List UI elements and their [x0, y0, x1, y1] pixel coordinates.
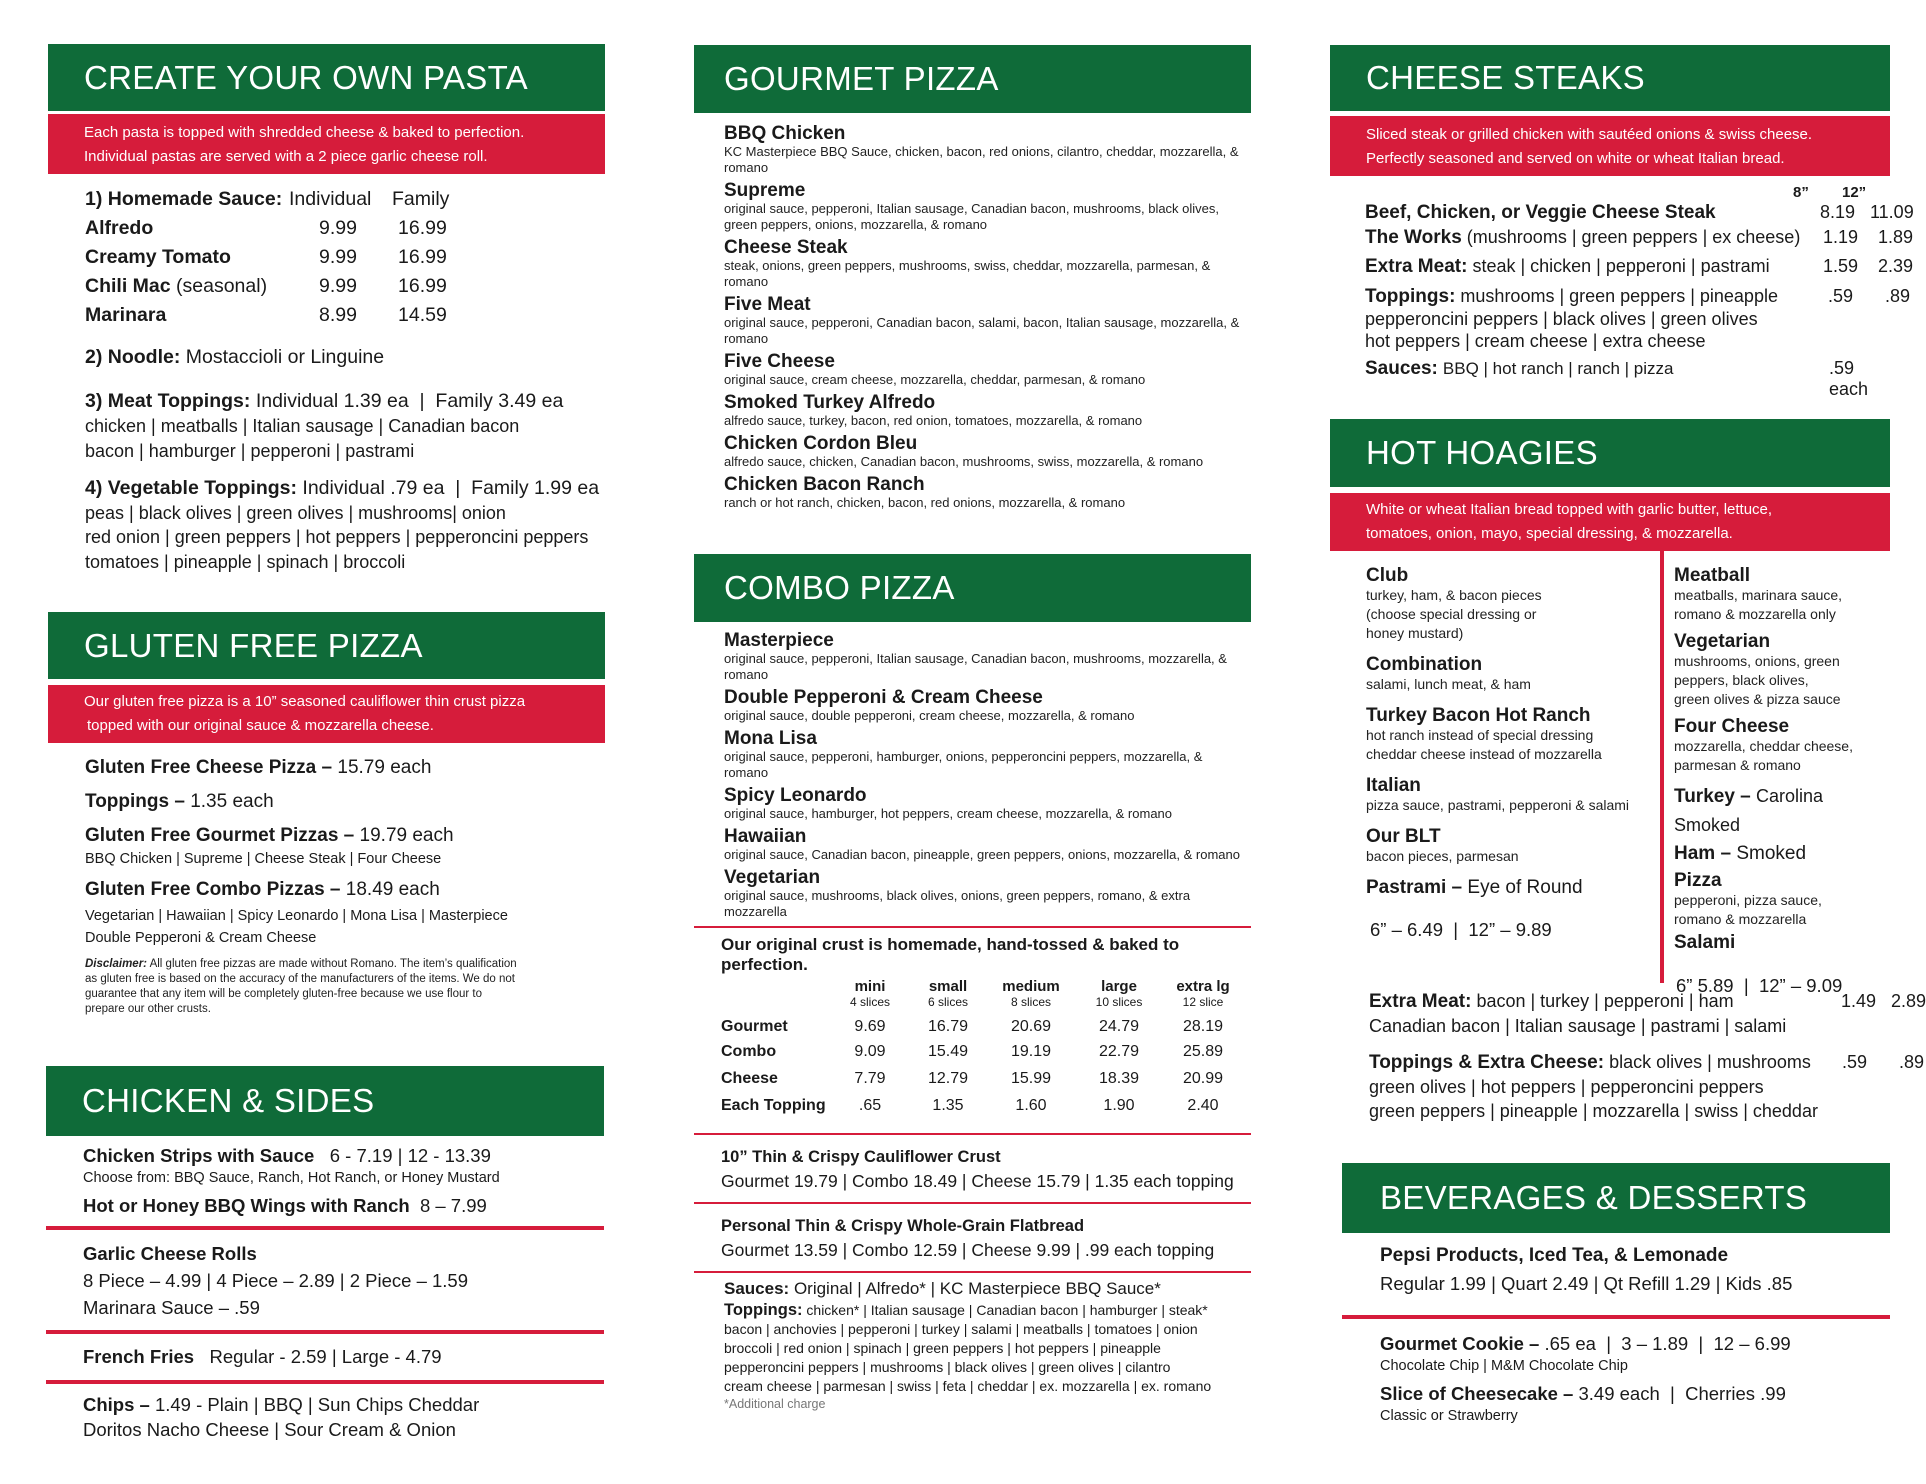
combo-item: Spicy Leonardo original sauce, hamburger, hot peppers, cream cheese, mozzarella, & romano: [724, 785, 1173, 821]
hoagies-right: [1674, 565, 1889, 997]
hoagie-item: Combination salami, lunch meat, & ham: [1366, 654, 1531, 692]
combo-item: Hawaiian original sauce, Canadian bacon, pineapple, green peppers, onions, mozzarella, & romano: [724, 826, 1240, 862]
gourmet-item: Supreme original sauce, pepperoni, Italian sausage, Canadian bacon, mushrooms, black olives, green peppers, onions, mozzarella, & romano: [724, 180, 1220, 232]
size-header-row: [721, 979, 1243, 1009]
column-right: [1330, 0, 1926, 1424]
combo-list: [694, 631, 1251, 920]
gluten-item: Toppings – 1.35 each: [85, 791, 274, 812]
pasta-sauce-ind: 9.99: [319, 275, 357, 297]
chicken-wings: Hot or Honey BBQ Wings with Ranch 8 – 7.99: [83, 1195, 487, 1216]
hoagies-left: [1366, 565, 1656, 941]
steaks-section: [1330, 45, 1914, 399]
hoagies-title: HOT HOAGIES: [1330, 419, 1890, 487]
divider: [1342, 1315, 1890, 1319]
divider: [694, 926, 1251, 928]
hoagie-item: Ham – Smoked: [1674, 843, 1807, 864]
pasta-step2: 2) Noodle: Mostaccioli or Linguine: [85, 346, 385, 368]
pasta-sauce-table: [85, 184, 449, 330]
steak-row: The Works (mushrooms | green peppers | ex cheese) 1.19 1.89: [1365, 227, 1914, 248]
combo-section: [694, 554, 1251, 1412]
pasta-intro: [48, 114, 605, 174]
gluten-title: GLUTEN FREE PIZZA: [48, 612, 605, 679]
hoagie-price: 6” – 6.49 | 12” – 9.89: [1370, 919, 1552, 940]
hoagie-item: Four Cheese mozzarella, cheddar cheese, parmesan & romano: [1674, 716, 1853, 773]
hoagie-item: Italian pizza sauce, pastrami, pepperoni & salami: [1366, 775, 1630, 813]
gourmet-title: GOURMET PIZZA: [694, 45, 1251, 113]
divider: [46, 1330, 604, 1334]
pasta-sauce-name: Alfredo: [85, 217, 154, 239]
pasta-col-individual: Individual: [289, 187, 372, 210]
chicken-title: CHICKEN & SIDES: [46, 1066, 604, 1136]
chicken-strips: Chicken Strips with Sauce 6 - 7.19 | 12 - 13.39: [83, 1145, 491, 1166]
chicken-section: [46, 1066, 604, 1442]
pasta-sauce-ind: 9.99: [319, 217, 357, 239]
pasta-step4: 4) Vegetable Toppings: Individual .79 ea | Family 1.99 ea peas | black olives | green olives | mushrooms| onion red onion | green peppers | hot peppers | pepperoncini peppers tomatoes | pineapple | spinach | broccoli: [85, 477, 600, 572]
gluten-section: [48, 612, 605, 1017]
pasta-sauce-ind: 9.99: [319, 246, 357, 268]
pasta-sauce-name: Chili Mac (seasonal): [85, 275, 268, 297]
hoagies-body: [1330, 551, 1890, 996]
beverages-section: [1342, 1163, 1890, 1424]
hoagie-item: Pizza pepperoni, pizza sauce, romano & mozzarella: [1674, 870, 1822, 927]
cheesecake: Slice of Cheesecake – 3.49 each | Cherries .99: [1380, 1383, 1786, 1404]
gluten-item: Gluten Free Gourmet Pizzas – 19.79 each: [85, 825, 454, 846]
pasta-sauce-ind: 8.99: [319, 304, 357, 326]
size-header: extra lg 12 slice: [1176, 978, 1230, 1009]
pasta-step3: 3) Meat Toppings: Individual 1.39 ea | Family 3.49 ea chicken | meatballs | Italian sausage | Canadian bacon bacon | hamburger | pepperoni | pastrami: [85, 390, 564, 461]
gluten-items: Gluten Free Cheese Pizza – 15.79 each Toppings – 1.35 each Gluten Free Gourmet Pizzas – 19.79 each BBQ Chicken | Supreme | Cheese Steak | Four Cheese Gluten Free Combo Pizzas – 18.49 each Vegetarian | Hawaiian | Spicy Leonardo | Mona Lisa | Masterpiece Double Pepperoni & Cream Cheese Disclaimer: All gluten free pizzas are made without Romano. The item’s qualification as gluten free is based on the accuracy of the manufacturers of the items. We do not guarantee that any item will be completely gluten-free because we use flour to prepare our other crusts.: [48, 757, 605, 1017]
pasta-intro-line: Each pasta is topped with shredded cheese & baked to perfection.: [84, 124, 525, 141]
price-row: Gourmet 9.69 16.79 20.69 24.79 28.19: [721, 1017, 1224, 1035]
gluten-intro: Our gluten free pizza is a 10” seasoned cauliflower thin crust pizza topped with our original sauce & mozzarella cheese.: [48, 685, 605, 743]
thin-crust: 10” Thin & Crispy Cauliflower Crust Gourmet 19.79 | Combo 18.49 | Cheese 15.79 | 1.35 each topping: [721, 1148, 1234, 1191]
pizza-price-table: [721, 979, 1243, 1119]
price-row: Combo 9.09 15.49 19.19 22.79 25.89: [721, 1042, 1224, 1060]
steaks-title: CHEESE STEAKS: [1330, 45, 1890, 111]
price-row: Each Topping .65 1.35 1.60 1.90 2.40: [721, 1096, 1219, 1114]
gourmet-item: Chicken Cordon Bleu alfredo sauce, chicken, Canadian bacon, mushrooms, swiss, mozzarella, & romano: [724, 433, 1204, 469]
gluten-item: Gluten Free Combo Pizzas – 18.49 each: [85, 879, 440, 900]
divider: [694, 1133, 1251, 1135]
hoagie-item: Our BLT bacon pieces, parmesan: [1366, 826, 1519, 864]
steak-row: Sauces: BBQ | hot ranch | ranch | pizza .59 each: [1365, 358, 1869, 399]
hoagies-section: [1330, 419, 1926, 1123]
gourmet-item: Five Meat original sauce, pepperoni, Canadian bacon, salami, bacon, Italian sausage, mozzarella, & romano: [724, 294, 1240, 346]
hoagie-item: Meatball meatballs, marinara sauce, romano & mozzarella only: [1674, 565, 1843, 622]
gourmet-list: [694, 124, 1251, 511]
crust-note: Our original crust is homemade, hand-tossed & baked to perfection.: [721, 935, 1180, 974]
price-grid: [694, 935, 1251, 1119]
divider: [694, 1271, 1251, 1273]
garlic-rolls: Garlic Cheese Rolls 8 Piece – 4.99 | 4 Piece – 2.89 | 2 Piece – 1.59 Marinara Sauce – .59: [83, 1243, 469, 1318]
column-left: [48, 0, 605, 1440]
pasta-col-family: Family: [392, 187, 450, 210]
pasta-sauce-block: [48, 184, 605, 574]
hoagie-item: Pastrami – Eye of Round: [1366, 877, 1583, 898]
hoagie-extras: Extra Meat: bacon | turkey | pepperoni | ham 1.49 2.89 Canadian bacon | Italian sausage | pastrami | salami Toppings & Extra Cheese: black olives | mushrooms .59 .89 green olives | hot peppers | pepperoncini peppers green peppers | pineapple | mozzarella | swiss | cheddar: [1369, 991, 1926, 1121]
pasta-title: CREATE YOUR OWN PASTA: [48, 44, 605, 111]
combo-item: Vegetarian original sauce, mushrooms, black olives, onions, green peppers, romano, & extra mozzarella: [724, 867, 1191, 919]
cookie: Gourmet Cookie – .65 ea | 3 – 1.89 | 12 – 6.99: [1380, 1333, 1791, 1354]
chips: Chips – 1.49 - Plain | BBQ | Sun Chips Cheddar Doritos Nacho Cheese | Sour Cream & Onion: [83, 1394, 480, 1440]
combo-item: Masterpiece original sauce, pepperoni, Italian sausage, Canadian bacon, mushrooms, mozzarella, & romano: [724, 630, 1227, 682]
price-row: Cheese 7.79 12.79 15.99 18.39 20.99: [721, 1069, 1224, 1087]
hoagie-item: Turkey – Carolina Smoked: [1674, 786, 1824, 835]
hoagies-intro: White or wheat Italian bread topped with garlic butter, lettuce, tomatoes, onion, mayo, special dressing, & mozzarella.: [1330, 493, 1890, 551]
drinks: Pepsi Products, Iced Tea, & Lemonade Regular 1.99 | Quart 2.49 | Qt Refill 1.29 | Kids .85: [1380, 1245, 1793, 1294]
sauces-toppings: Sauces: Original | Alfredo* | KC Masterpiece BBQ Sauce* Toppings: chicken* | Italian sausage | Canadian bacon | hamburger | steak* bacon | anchovies | pepperoni | turkey | salami | meatballs | tomatoes | onion broccoli | red onion | spinach | green peppers | hot peppers | pineapple pepperoncini peppers | mushrooms | black olives | green olives | cilantro cream cheese | parmesan | swiss | feta | cheddar | ex. mozzarella | ex. romano *Additional charge: [724, 1279, 1212, 1411]
steaks-intro: Sliced steak or grilled chicken with sautéed onions & swiss cheese. Perfectly seasoned and served on white or wheat Italian bread.: [1330, 116, 1890, 176]
hoagie-divider: [1660, 551, 1664, 983]
hoagie-item: Club turkey, ham, & bacon pieces (choose special dressing or honey mustard): [1366, 565, 1542, 641]
gourmet-item: Cheese Steak steak, onions, green peppers, mushrooms, swiss, cheddar, mozzarella, parmesan, & romano: [724, 237, 1211, 289]
gourmet-item: Smoked Turkey Alfredo alfredo sauce, turkey, bacon, red onion, tomatoes, mozzarella, & romano: [724, 392, 1143, 428]
size-header: medium 8 slices: [1002, 978, 1060, 1009]
gourmet-item: Chicken Bacon Ranch ranch or hot ranch, chicken, bacon, red onions, mozzarella, & romano: [724, 474, 1126, 510]
steak-row: Extra Meat: steak | chicken | pepperoni | pastrami 1.59 2.39: [1365, 256, 1914, 277]
beverages-title: BEVERAGES & DESSERTS: [1342, 1163, 1890, 1233]
pasta-section: [48, 44, 605, 574]
pasta-sauce-fam: 14.59: [398, 304, 447, 326]
pasta-sauce-fam: 16.99: [398, 217, 447, 239]
steak-row: Toppings: mushrooms | green peppers | pineapple .59 .89 pepperoncini peppers | black olives | green olives hot peppers | cream cheese | extra cheese: [1365, 286, 1911, 351]
combo-item: Mona Lisa original sauce, pepperoni, hamburger, onions, pepperoncini peppers, mozzarella, & romano: [724, 728, 1203, 780]
combo-item: Double Pepperoni & Cream Cheese original sauce, double pepperoni, cream cheese, mozzarella, & romano: [724, 687, 1135, 723]
size-header: large 10 slices: [1095, 978, 1143, 1009]
gourmet-item: Five Cheese original sauce, cream cheese, mozzarella, cheddar, parmesan, & romano: [724, 351, 1146, 387]
chicken-items: Chicken Strips with Sauce 6 - 7.19 | 12 - 13.39 Choose from: BBQ Sauce, Ranch, Hot Ranch, or Honey Mustard Hot or Honey BBQ Wings with Ranch 8 – 7.99 Garlic Cheese Rolls 8 Piece – 4.99 | 4 Piece – 2.89 | 2 Piece – 1.59 Marinara Sauce – .59 French Fries Regular - 2.59 | Large - 4.79 Chips – 1.49 - Plain | BBQ | Sun Chips Cheddar Doritos Nacho Cheese | Sour Cream & Onion: [46, 1145, 604, 1442]
column-middle: [694, 0, 1251, 1411]
hoagie-item: Salami: [1674, 932, 1736, 953]
gluten-disclaimer: Disclaimer: All gluten free pizzas are made without Romano. The item’s qualification as gluten free is based on the accuracy of the manufacturers of the items. We do not guarantee that any item will be completely gluten-free because we use flour to prepare our other crusts.: [85, 958, 517, 1015]
flatbread: Personal Thin & Crispy Whole-Grain Flatbread Gourmet 13.59 | Combo 12.59 | Cheese 9.99 | .99 each topping: [721, 1217, 1215, 1260]
desserts: Gourmet Cookie – .65 ea | 3 – 1.89 | 12 – 6.99 Chocolate Chip | M&M Chocolate Chip Slice of Cheesecake – 3.49 each | Cherries .99 Classic or Strawberry: [1342, 1333, 1890, 1424]
steak-row: Beef, Chicken, or Veggie Cheese Steak 8.19 11.09: [1365, 202, 1914, 223]
gluten-item: Gluten Free Cheese Pizza – 15.79 each: [85, 757, 432, 778]
pasta-intro-line: Individual pastas are served with a 2 piece garlic cheese roll.: [84, 148, 488, 165]
steaks-table: 8” 12” Beef, Chicken, or Veggie Cheese Steak 8.19 11.09 The Works (mushrooms | green peppers | ex cheese) 1.19 1.89 Extra Meat: steak | chicken | pepperoni | pastrami 1.59 2.39 Toppings: mushrooms | green peppers | pineapple .59 .89 pepperoncini peppers | black olives | green olives hot peppers | cream cheese | extra cheese Sauces: BBQ | hot ranch | ranch | pizza .59 each: [1365, 184, 1914, 399]
size-header: mini 4 slices: [849, 978, 890, 1009]
pasta-step1-label: 1) Homemade Sauce:: [85, 187, 283, 210]
hoagie-item: Turkey Bacon Hot Ranch hot ranch instead of special dressing cheddar cheese instead of mozzarella: [1366, 705, 1602, 762]
gourmet-item: BBQ Chicken KC Masterpiece BBQ Sauce, chicken, bacon, red onions, cilantro, cheddar, mozzarella, & romano: [724, 123, 1239, 175]
pasta-sauce-name: Creamy Tomato: [85, 246, 231, 268]
divider: [46, 1380, 604, 1384]
hoagie-price: 6” 5.89 | 12” – 9.09: [1676, 975, 1843, 996]
pasta-sauce-fam: 16.99: [398, 246, 447, 268]
pasta-sauce-name: Marinara: [85, 304, 167, 326]
size-header: small 6 slices: [927, 978, 968, 1009]
pasta-sauce-fam: 16.99: [398, 275, 447, 297]
combo-title: COMBO PIZZA: [694, 554, 1251, 622]
hoagie-item: Vegetarian mushrooms, onions, green peppers, black olives, green olives & pizza sauce: [1674, 631, 1841, 707]
gourmet-section: [694, 45, 1251, 511]
french-fries: French Fries Regular - 2.59 | Large - 4.79: [83, 1346, 442, 1367]
divider: [46, 1226, 604, 1230]
divider: [694, 1202, 1251, 1204]
